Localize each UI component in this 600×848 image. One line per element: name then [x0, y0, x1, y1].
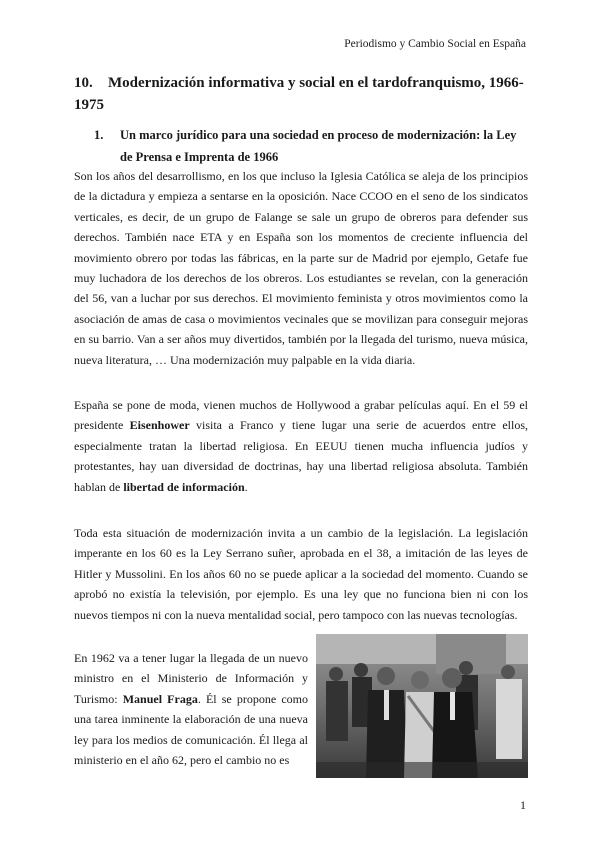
paragraph-text: . Él se propone como una tarea inminente la elaboración de una nueva ley para los medios de comunicación. Él llega al ministerio en el año 62, pero el cambio no es	[74, 691, 308, 768]
section-number: 1.	[94, 128, 104, 142]
photo-icon	[316, 634, 528, 778]
running-header: Periodismo y Cambio Social en España	[344, 38, 526, 50]
paragraph-text: España se pone de moda, vienen muchos de Hollywood a grabar películas aquí. En el 59 el presidente	[74, 398, 528, 433]
paragraph-text: visita a Franco y tiene lugar una serie de acuerdos entre ellos, especialmente tratan la libertad religiosa. En EEUU tienen mucha influencia judíos y protestantes, hay uan diversidad de doctrinas, hay una libertad religiosa absoluta. También hablan de	[74, 418, 528, 494]
section-title: Un marco jurídico para una sociedad en proceso de modernización: la Ley de Prensa e Imprenta de 1966	[120, 128, 517, 164]
page-number: 1	[520, 798, 526, 812]
paragraph-fraga	[74, 648, 308, 770]
paragraph-text: .	[244, 479, 248, 494]
section-heading	[74, 124, 528, 168]
paragraph-eisenhower	[74, 395, 528, 497]
paragraph-legislacion: Toda esta situación de modernización invita a un cambio de la legislación. La legislación imperante en los 60 es la Ley Serrano suñer, aprobada en el 38, a imitación de las leyes de Hitler y Mussolini. En los años 60 no se puede aplicar a la sociedad del momento. Cuando se aprobó no existía la televisión, por ejemplo. Es una ley que no funciona bien ni con los nuevos tiempos ni con la nueva mentalidad social, pero tampoco con las nuevas tecnologías.	[74, 526, 528, 622]
chapter-title	[74, 72, 528, 116]
bold-term-eisenhower: Eisenhower	[129, 418, 190, 433]
chapter-title-text: Modernización informativa y social en el tardofranquismo, 1966-1975	[74, 75, 524, 113]
bold-term-libertad: libertad de información	[123, 479, 245, 494]
bold-term-fraga: Manuel Fraga	[122, 691, 198, 706]
historical-photo	[316, 634, 528, 778]
paragraph-desarrollismo: Son los años del desarrollismo, en los que incluso la Iglesia Católica se aleja de los principios de la dictadura y empieza a sentarse en la oposición. Nace CCOO en el seno de los sindicatos verticales, es decir, de un grupo de Falange se sale un grupo de obreros para defender sus derechos. También nace ETA y en España son los momentos de creciente influencia del movimiento obrero por todas las fábricas, en la parte sur de Madrid por ejemplo, Getafe fue muy luchadora de los derechos de los obreros. Los estudiantes se revelan, con la generación del 56, van a luchar por sus derechos. El movimiento feminista y otros movimientos como la asociación de amas de casa o movimientos vecinales que se movilizan para conseguir mejoras en su barrio. Van a ser años muy divertidos, también por la llegada del turismo, nueva música, nueva literatura, … Una modernización muy palpable en la vida diaria.	[74, 169, 528, 367]
chapter-number: 10.	[74, 75, 93, 91]
paragraph-text: En 1962 va a tener lugar la llegada de un nuevo ministro en el Ministerio de Información y Turismo:	[74, 651, 308, 706]
